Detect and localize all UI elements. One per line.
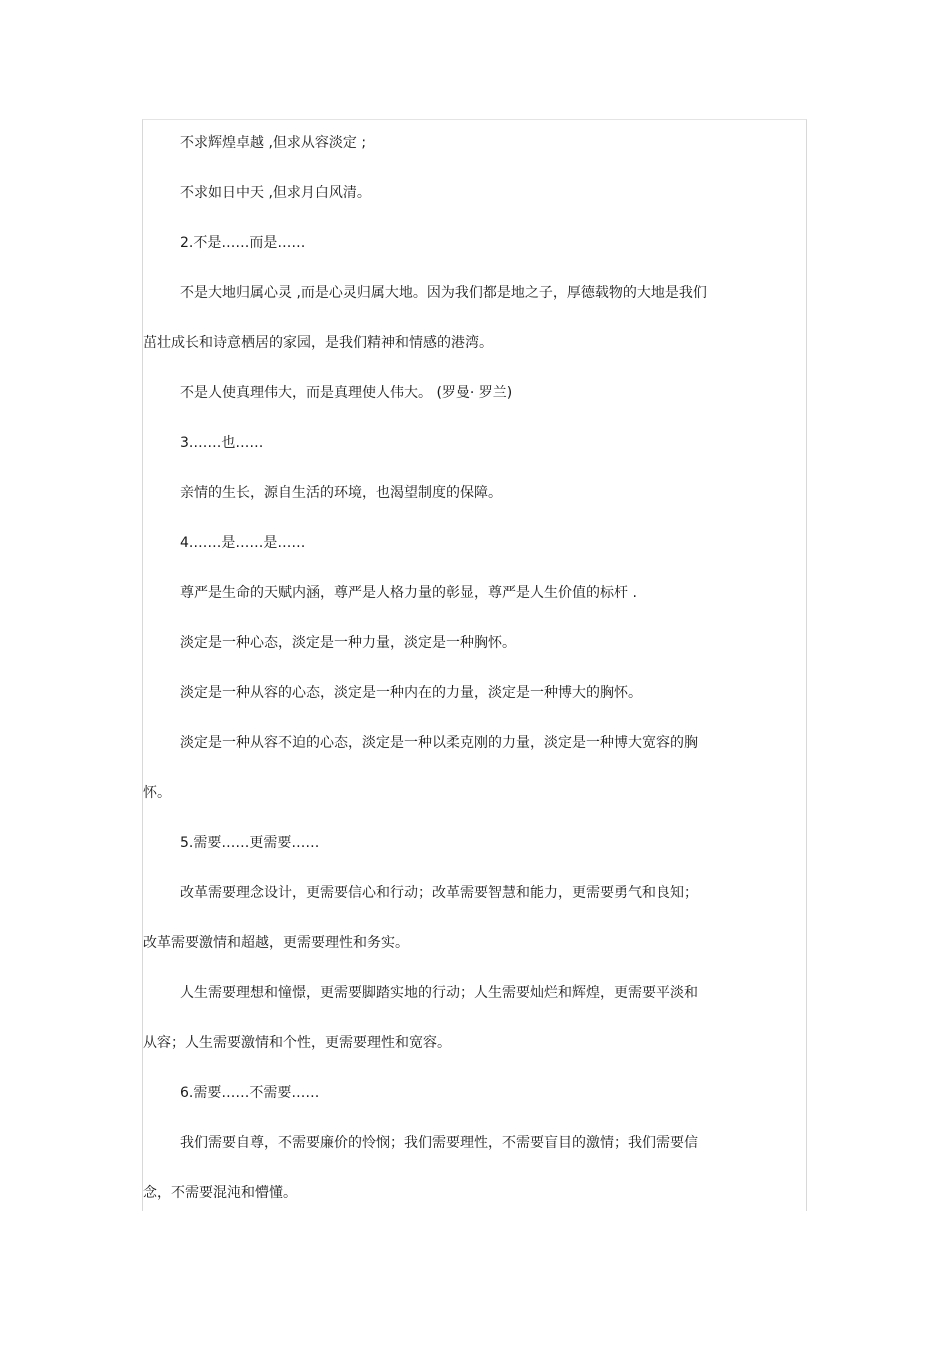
text-line: 淡定是一种从容的心态，淡定是一种内在的力量，淡定是一种博大的胸怀。 [180,685,642,701]
text-line: 从容；人生需要激情和个性，更需要理性和宽容。 [143,1035,451,1051]
text-line: 淡定是一种心态，淡定是一种力量，淡定是一种胸怀。 [180,635,516,651]
text-line: 不是大地归属心灵 ,而是心灵归属大地。因为我们都是地之子，厚德载物的大地是我们 [180,285,707,301]
text-line: 淡定是一种从容不迫的心态，淡定是一种以柔克刚的力量，淡定是一种博大宽容的胸 [180,735,698,751]
section-heading: 2.不是……而是…… [180,235,306,251]
text-line: 茁壮成长和诗意栖居的家园，是我们精神和情感的港湾。 [143,335,493,351]
section-heading: 6.需要……不需要…… [180,1085,320,1101]
text-line: 不求如日中天 ,但求月白风清。 [180,185,371,201]
section-heading: 3.……也…… [180,435,264,451]
text-line: 怀。 [143,785,171,801]
text-line: 改革需要理念设计，更需要信心和行动；改革需要智慧和能力，更需要勇气和良知； [180,885,698,901]
text-line: 尊严是生命的天赋内涵，尊严是人格力量的彰显，尊严是人生价值的标杆 . [180,585,637,601]
text-line: 不是人使真理伟大，而是真理使人伟大。 (罗曼· 罗兰) [180,385,513,401]
section-heading: 4.……是……是…… [180,535,306,551]
text-line: 念，不需要混沌和懵懂。 [143,1185,297,1201]
text-line: 我们需要自尊，不需要廉价的怜悯；我们需要理性，不需要盲目的激情；我们需要信 [180,1135,698,1151]
text-line: 改革需要激情和超越，更需要理性和务实。 [143,935,409,951]
section-heading: 5.需要……更需要…… [180,835,320,851]
text-line: 不求辉煌卓越 ,但求从容淡定 ; [180,135,367,151]
text-line: 亲情的生长，源自生活的环境，也渴望制度的保障。 [180,485,502,501]
text-line: 人生需要理想和憧憬，更需要脚踏实地的行动；人生需要灿烂和辉煌，更需要平淡和 [180,985,698,1001]
